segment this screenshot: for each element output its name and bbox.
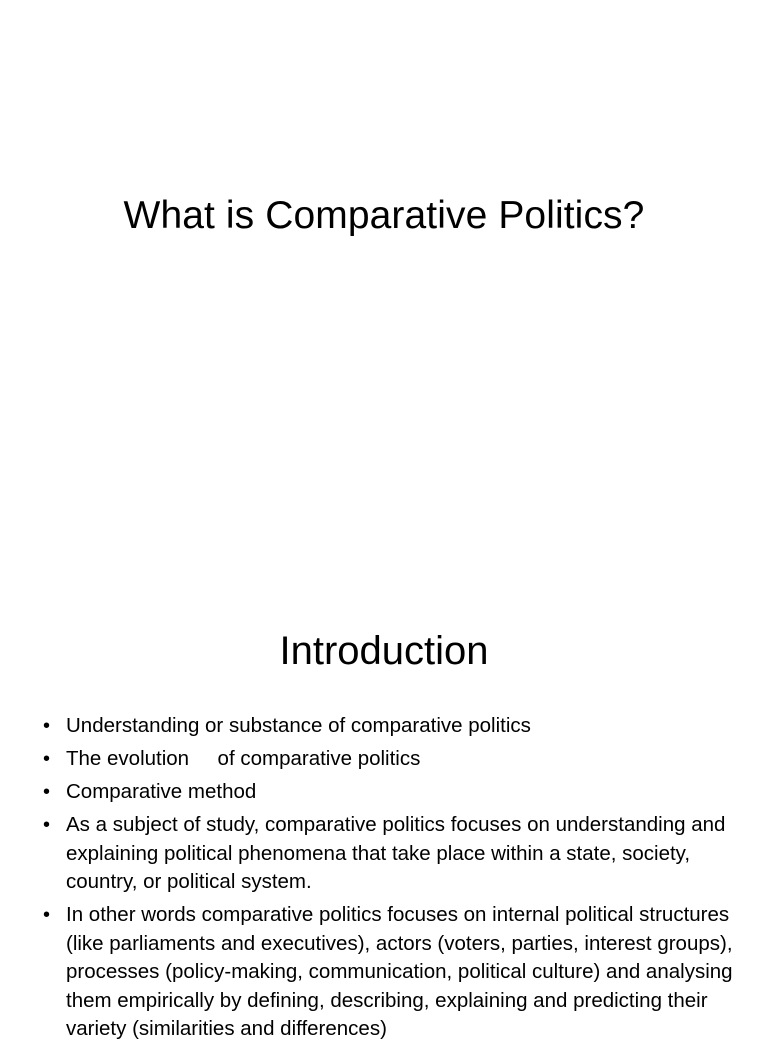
- bullet-text: As a subject of study, comparative politics focuses on understanding and explaining political phenomena that take place within a state, society, country, or political system.: [66, 813, 732, 893]
- bullet-text: Understanding or substance of comparative politics: [66, 714, 531, 737]
- bullet-text: The evolution of comparative politics: [66, 747, 421, 770]
- bullet-dot-icon: •: [43, 904, 51, 926]
- slide-introduction: [0, 576, 768, 1040]
- bullet-item: [42, 901, 742, 1044]
- introduction-heading: Introduction: [279, 629, 489, 673]
- bullet-dot-icon: •: [43, 748, 51, 770]
- bullet-text: In other words comparative politics focuses on internal political structures (like parliaments and executives), actors (voters, parties, interest groups), processes (policy-making, communication, political culture) and analysing them empirically by defining, describing, explaining and predicting their variety (similarities and differences): [66, 903, 739, 1040]
- bullet-dot-icon: •: [43, 781, 51, 803]
- slide-title: What is Comparative Politics?: [123, 194, 645, 237]
- bullet-dot-icon: •: [43, 715, 51, 737]
- bullet-item: [42, 811, 742, 897]
- bullet-text: Comparative method: [66, 780, 257, 803]
- bullet-item: [42, 745, 742, 774]
- bullet-item: [42, 712, 742, 741]
- bullet-dot-icon: •: [43, 814, 51, 836]
- bullet-list: [42, 712, 742, 1048]
- bullet-item: [42, 778, 742, 807]
